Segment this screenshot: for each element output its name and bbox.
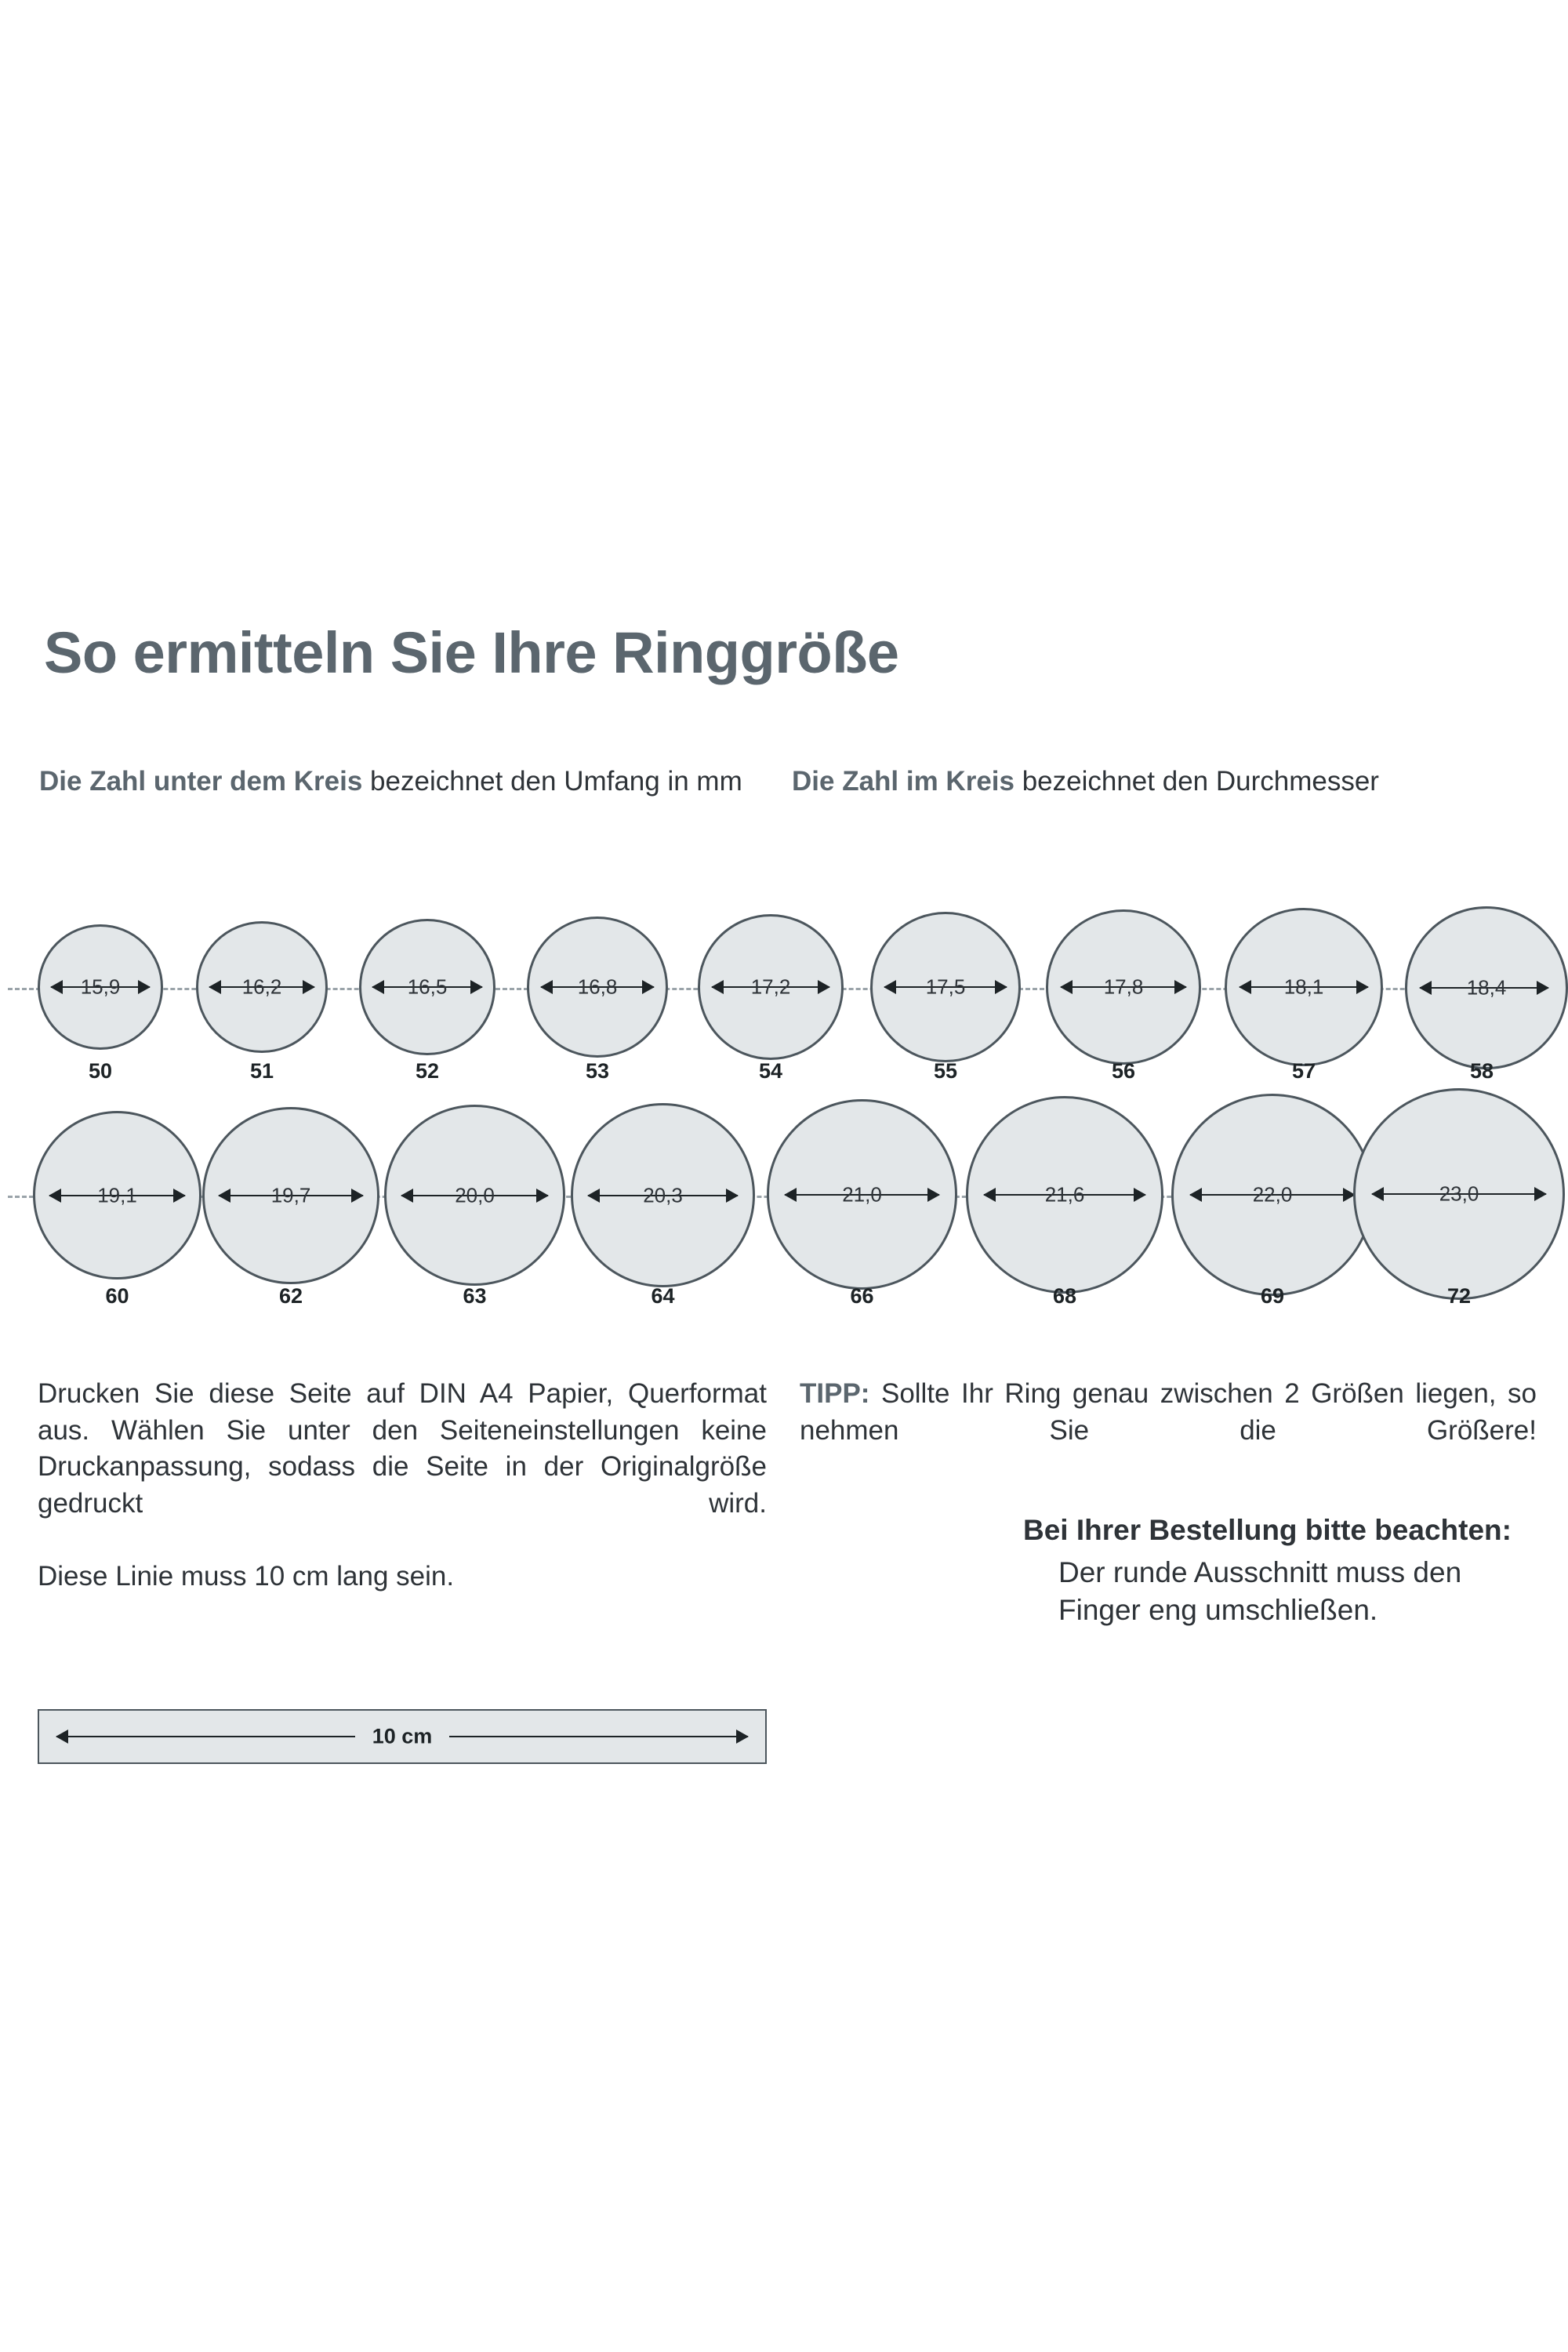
ring-row-1 [0, 906, 1568, 1086]
ring-size-label: 51 [249, 1059, 274, 1083]
ring-size-label: 53 [585, 1059, 610, 1083]
diameter-arrow-icon [401, 1195, 548, 1196]
ring-circle[interactable] [1225, 908, 1383, 1066]
diameter-arrow-icon [1240, 986, 1368, 988]
ring-diameter-label: 21,0 [842, 1182, 882, 1206]
intro-left-column [39, 764, 792, 800]
ring-diameter-label: 16,2 [241, 975, 282, 999]
tip-text: Sollte Ihr Ring genau zwischen 2 Größen liegen, so nehmen Sie die Größere! [800, 1378, 1537, 1446]
ring-circle[interactable] [202, 1107, 379, 1284]
ring-diameter-label: 19,1 [97, 1183, 137, 1207]
ring-size-label: 60 [105, 1284, 129, 1308]
ruler-10cm [38, 1709, 767, 1764]
ring-circle[interactable] [1353, 1088, 1565, 1300]
ring-diameter-label: 17,8 [1103, 975, 1144, 999]
diameter-arrow-icon [541, 986, 654, 988]
ring-size-label: 52 [415, 1059, 440, 1083]
ring-size-label: 50 [88, 1059, 113, 1083]
intro-section [39, 764, 1529, 800]
ring-circle[interactable] [571, 1103, 755, 1287]
ring-circle[interactable] [359, 919, 495, 1055]
ring-circle[interactable] [1046, 909, 1201, 1065]
ring-size-label: 62 [278, 1284, 303, 1308]
ring-diameter-label: 20,3 [643, 1183, 683, 1207]
intro-left-rest: bezeichnet den Umfang in mm [362, 766, 742, 797]
ring-circle[interactable] [767, 1099, 957, 1290]
diameter-arrow-icon [372, 986, 482, 988]
print-instructions-text: Drucken Sie diese Seite auf DIN A4 Papier, Querformat aus. Wählen Sie unter den Seiteneinstellungen keine Druckanpassung, sodass die Seite in der Originalgröße gedruckt wird. [38, 1378, 767, 1519]
ring-circle[interactable] [384, 1105, 565, 1286]
ring-diameter-label: 16,8 [577, 975, 618, 999]
page-title: So ermitteln Sie Ihre Ringgröße [44, 620, 899, 685]
ring-size-label: 69 [1260, 1284, 1285, 1308]
diameter-arrow-icon [984, 1194, 1145, 1196]
ring-diameter-label: 17,5 [925, 975, 966, 999]
ring-diameter-label: 18,4 [1466, 975, 1507, 1000]
ring-size-label: 58 [1469, 1059, 1494, 1083]
diameter-arrow-icon [785, 1194, 939, 1196]
ring-diameter-label: 16,5 [407, 975, 448, 999]
print-instructions-block [38, 1376, 767, 1595]
diameter-arrow-icon [1420, 987, 1548, 989]
ruler-label: 10 cm [355, 1725, 449, 1749]
diameter-arrow-icon [1061, 986, 1186, 988]
ring-size-label: 64 [651, 1284, 675, 1308]
ring-circle[interactable] [1171, 1094, 1374, 1296]
intro-right-strong: Die Zahl im Kreis [792, 766, 1014, 797]
ring-size-label: 66 [850, 1284, 874, 1308]
ring-size-label: 55 [933, 1059, 958, 1083]
ring-diameter-label: 23,0 [1439, 1181, 1479, 1206]
ring-circle[interactable] [33, 1111, 201, 1279]
ring-diameter-label: 15,9 [80, 975, 121, 999]
ring-size-label: 63 [463, 1284, 487, 1308]
diameter-arrow-icon [884, 986, 1007, 988]
ring-diameter-label: 17,2 [750, 975, 791, 999]
ring-circle[interactable] [1405, 906, 1568, 1069]
diameter-arrow-icon [219, 1195, 363, 1196]
tip-block [800, 1376, 1537, 1629]
diameter-arrow-icon [209, 986, 314, 988]
diameter-arrow-icon [712, 986, 829, 988]
diameter-arrow-icon [49, 1195, 185, 1196]
tip-label: TIPP: [800, 1378, 870, 1409]
diameter-arrow-icon [1372, 1193, 1546, 1195]
ring-row-2 [0, 1113, 1568, 1308]
diameter-arrow-icon [1190, 1194, 1355, 1196]
diameter-arrow-icon [51, 986, 150, 988]
ring-size-label: 54 [758, 1059, 783, 1083]
ring-circle[interactable] [870, 912, 1021, 1062]
order-note-heading: Bei Ihrer Bestellung bitte beachten: [1023, 1513, 1512, 1546]
ring-circle[interactable] [966, 1096, 1163, 1294]
order-note-body: Der runde Ausschnitt muss den Finger eng umschließen. [1058, 1555, 1462, 1626]
ring-circle[interactable] [196, 921, 328, 1053]
ring-diameter-label: 18,1 [1283, 975, 1324, 999]
ring-circle[interactable] [38, 924, 163, 1050]
ring-diameter-label: 21,6 [1044, 1182, 1085, 1207]
intro-right-rest: bezeichnet den Durchmesser [1014, 766, 1379, 797]
ring-circle[interactable] [527, 916, 668, 1058]
ring-size-label: 72 [1446, 1284, 1472, 1308]
intro-left-strong: Die Zahl unter dem Kreis [39, 766, 363, 797]
diameter-arrow-icon [588, 1195, 738, 1196]
ring-diameter-label: 22,0 [1252, 1182, 1293, 1207]
intro-right-column [792, 764, 1529, 800]
line-length-note: Diese Linie muss 10 cm lang sein. [38, 1560, 455, 1592]
tip-text-wrapper [800, 1376, 1537, 1486]
ring-circle[interactable] [698, 914, 844, 1060]
ring-size-label: 68 [1052, 1284, 1077, 1308]
ring-size-label: 57 [1291, 1059, 1316, 1083]
ring-size-label: 56 [1111, 1059, 1136, 1083]
ring-diameter-label: 20,0 [455, 1183, 495, 1207]
ring-diameter-label: 19,7 [270, 1183, 311, 1207]
